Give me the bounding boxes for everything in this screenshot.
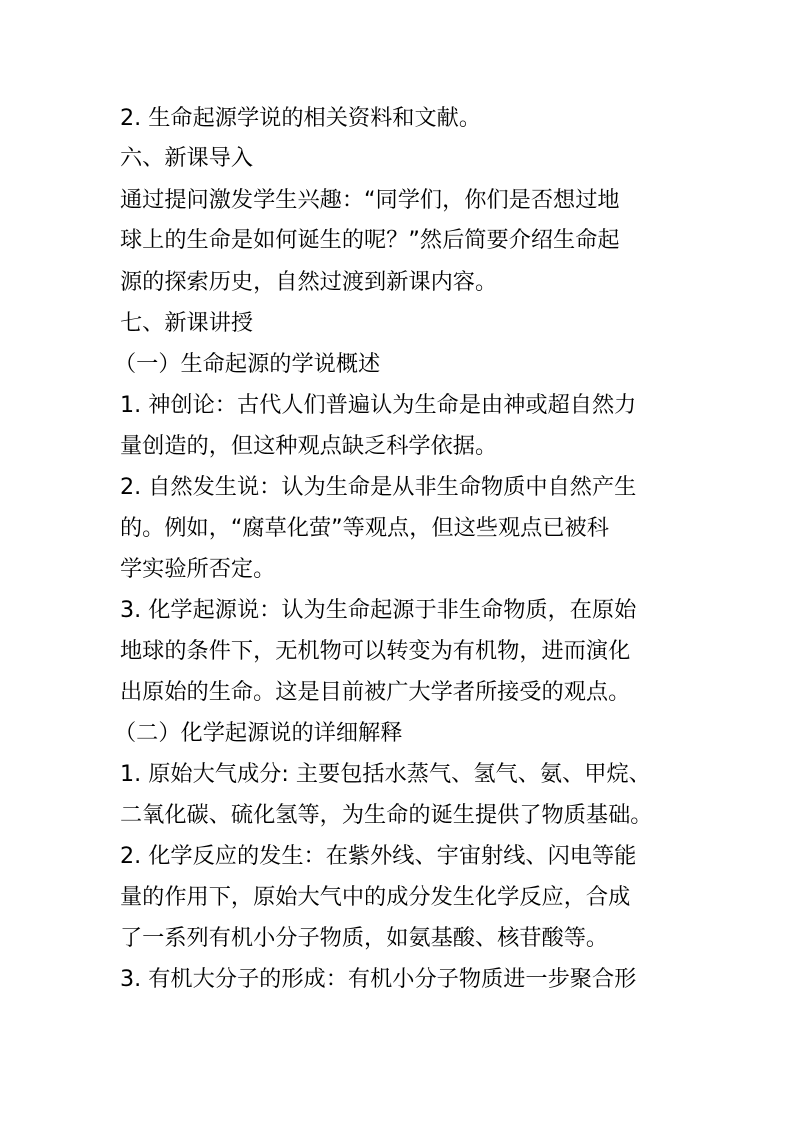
text-line: 3. 化学起源说：认为生命起源于非生命物质，在原始 xyxy=(120,597,637,623)
text-line: 量创造的，但这种观点缺乏科学依据。 xyxy=(120,433,498,459)
text-line: 地球的条件下，无机物可以转变为有机物，进而演化 xyxy=(120,638,631,664)
text-line: 的。例如，“腐草化萤”等观点，但这些观点已被科 xyxy=(120,515,609,541)
text-line: 通过提问激发学生兴趣：“同学们，你们是否想过地 xyxy=(120,187,620,213)
section-heading-lecture: 七、新课讲授 xyxy=(120,310,254,336)
text-line: 源的探索历史，自然过渡到新课内容。 xyxy=(120,269,498,295)
subsection-heading-chemical: （二）化学起源说的详细解释 xyxy=(114,720,403,746)
text-line-resources: 2. 生命起源学说的相关资料和文献。 xyxy=(120,105,482,131)
subsection-heading-overview: （一）生命起源的学说概述 xyxy=(114,351,381,377)
text-line: 2. 自然发生说：认为生命是从非生命物质中自然产生 xyxy=(120,474,637,500)
section-heading-intro: 六、新课导入 xyxy=(120,145,254,171)
text-line: 了一系列有机小分子物质，如氨基酸、核苷酸等。 xyxy=(120,925,609,951)
text-line: 球上的生命是如何诞生的呢？”然后简要介绍生命起 xyxy=(120,227,620,253)
text-line: 量的作用下，原始大气中的成分发生化学反应，合成 xyxy=(120,884,631,910)
text-line: 2. 化学反应的发生：在紫外线、宇宙射线、闪电等能 xyxy=(120,843,637,869)
text-line: 学实验所否定。 xyxy=(120,556,276,582)
text-line: 出原始的生命。这是目前被广大学者所接受的观点。 xyxy=(120,679,631,705)
text-line: 1. 神创论：古代人们普遍认为生命是由神或超自然力 xyxy=(120,392,637,418)
text-line: 1. 原始大气成分: 主要包括水蒸气、氢气、氨、甲烷、 xyxy=(120,761,651,787)
text-line: 3. 有机大分子的形成：有机小分子物质进一步聚合形 xyxy=(120,966,637,992)
text-line: 二氧化碳、硫化氢等，为生命的诞生提供了物质基础。 xyxy=(120,802,653,828)
